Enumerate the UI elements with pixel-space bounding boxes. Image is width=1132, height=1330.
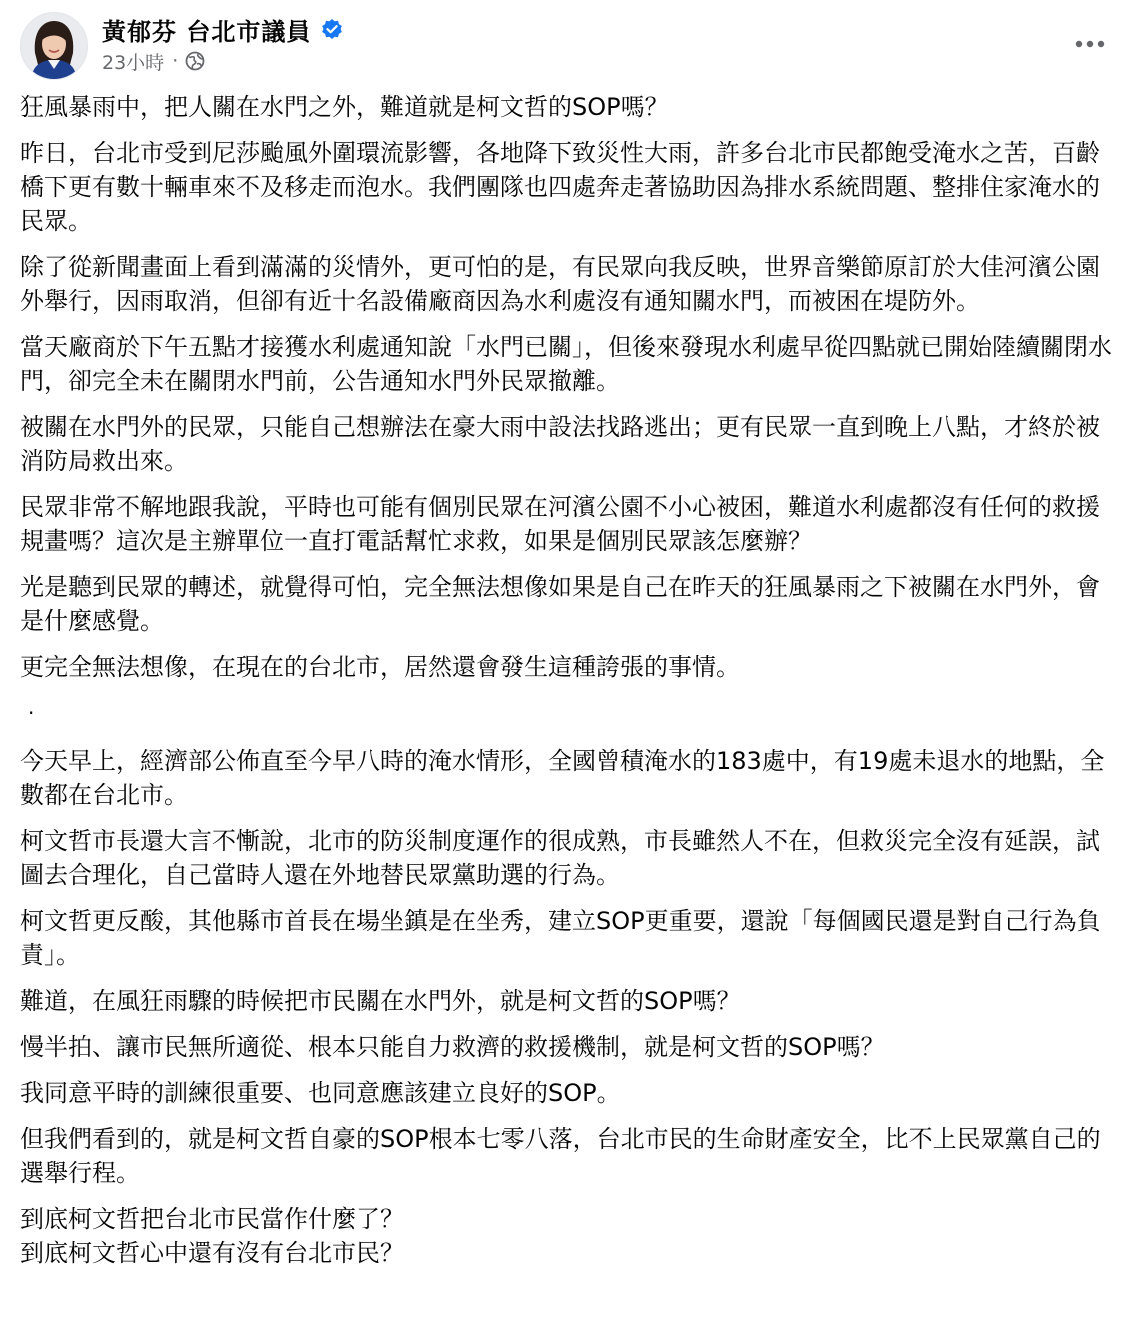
post-paragraph: 當天廠商於下午五點才接獲水利處通知說「水門已關」，但後來發現水利處早從四點就已開始陸續關閉水門，卻完全未在關閉水門前，公告通知水門外民眾撤離。: [20, 333, 1112, 395]
globe-icon[interactable]: [185, 51, 205, 71]
post-paragraph: 難道，在風狂雨驟的時候把市民關在水門外，就是柯文哲的SOP嗎？: [20, 987, 741, 1015]
post-header: [0, 0, 1132, 90]
post-timestamp[interactable]: 23小時: [102, 51, 165, 74]
post-paragraph: 但我們看到的，就是柯文哲自豪的SOP根本七零八落，台北市民的生命財產安全，比不上民眾黨自己的選舉行程。: [20, 1125, 1101, 1187]
post-paragraph: 慢半拍、讓市民無所適從、根本只能自力救濟的救援機制，就是柯文哲的SOP嗎？: [20, 1033, 885, 1061]
verified-badge-icon: [321, 18, 343, 40]
post-paragraph: 光是聽到民眾的轉述，就覺得可怕，完全無法想像如果是自己在昨天的狂風暴雨之下被關在水門外，會是什麼感覺。: [20, 573, 1100, 635]
author-name[interactable]: 黃郁芬 台北市議員: [102, 17, 312, 46]
avatar-portrait-icon: [21, 13, 87, 79]
post-paragraph: 我同意平時的訓練很重要、也同意應該建立良好的SOP。: [20, 1079, 621, 1107]
author-line: [102, 12, 343, 46]
post-paragraph: 除了從新聞畫面上看到滿滿的災情外，更可怕的是，有民眾向我反映，世界音樂節原訂於大佳河濱公園外舉行，因雨取消，但卻有近十名設備廠商因為水利處沒有通知關水門，而被困在堤防外。: [20, 253, 1100, 315]
post-paragraph: 民眾非常不解地跟我說，平時也可能有個別民眾在河濱公園不小心被困，難道水利處都沒有任何的救援規畫嗎？這次是主辦單位一直打電話幫忙求救，如果是個別民眾該怎麼辦？: [20, 493, 1100, 555]
meta-separator: ·: [172, 50, 179, 72]
post-paragraph: 柯文哲更反酸，其他縣市首長在場坐鎮是在坐秀，建立SOP更重要，還說「每個國民還是對自己行為負責」。: [20, 907, 1101, 969]
more-options-icon: [1075, 40, 1105, 48]
section-divider-dot: ·: [28, 701, 35, 725]
post-paragraph: 狂風暴雨中，把人關在水門之外，難道就是柯文哲的SOP嗎？: [20, 93, 669, 121]
post-paragraph: 今天早上，經濟部公佈直至今早八時的淹水情形，全國曾積淹水的183處中，有19處未退水的地點，全數都在台北市。: [20, 747, 1105, 809]
post-body: [20, 90, 1116, 1270]
post-paragraph: 更完全無法想像，在現在的台北市，居然還會發生這種誇張的事情。: [20, 653, 740, 681]
post-paragraph: 被關在水門外的民眾，只能自己想辦法在豪大雨中設法找路逃出；更有民眾一直到晚上八點，才終於被消防局救出來。: [20, 413, 1100, 475]
post-meta: [102, 46, 205, 76]
more-options-button[interactable]: [1068, 26, 1112, 62]
post-paragraph: 昨日，台北市受到尼莎颱風外圍環流影響，各地降下致災性大雨，許多台北市民都飽受淹水之苦，百齡橋下更有數十輛車來不及移走而泡水。我們團隊也四處奔走著協助因為排水系統問題、整排住家淹水的民眾。: [20, 139, 1100, 235]
post-paragraph: 到底柯文哲把台北市民當作什麼了？ 到底柯文哲心中還有沒有台北市民？: [20, 1205, 404, 1267]
author-avatar[interactable]: [20, 12, 88, 80]
post-paragraph: 柯文哲市長還大言不慚說，北市的防災制度運作的很成熟，市長雖然人不在，但救災完全沒有延誤，試圖去合理化，自己當時人還在外地替民眾黨助選的行為。: [20, 827, 1100, 889]
